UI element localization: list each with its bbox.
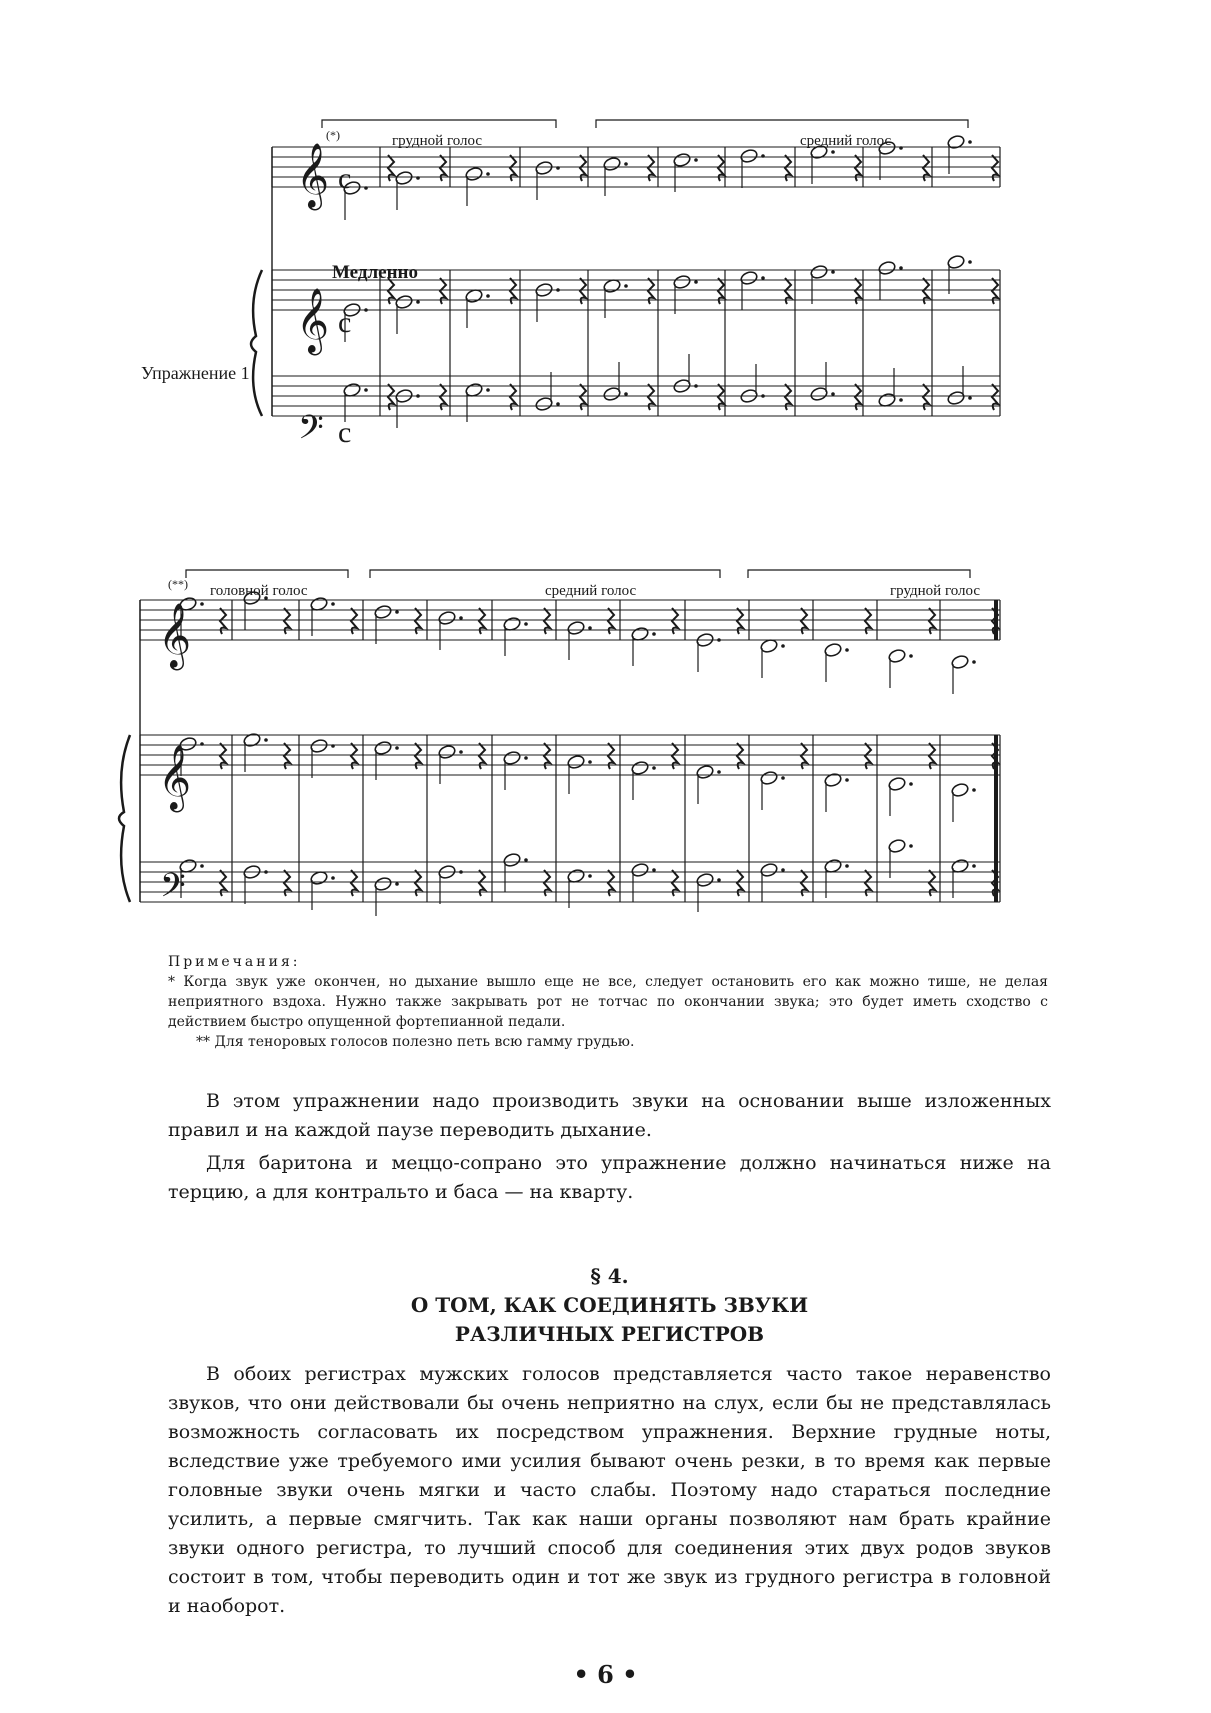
footnotes (168, 952, 1048, 1052)
dot (968, 396, 972, 400)
dot (524, 756, 528, 760)
bracket-label-middle-voice: средний голос (800, 133, 892, 149)
exercise-label: Упражнение 1 (141, 363, 250, 383)
dot (652, 632, 656, 636)
footnote-1: * Когда звук уже окончен, но дыхание вышло еще не все, следует остановить его как можно тише, не делая неприятного вздоха. Нужно также закрывать рот не тотчас по окончании звука; это будет иметь сходство с действием быстро опущенной фортепианной педали. (168, 974, 1048, 1030)
dot (652, 868, 656, 872)
dot (395, 746, 399, 750)
dot (781, 644, 785, 648)
dot (831, 270, 835, 274)
treble-clef-icon: 𝄞 (158, 745, 192, 810)
dot (972, 788, 976, 792)
dot (264, 870, 268, 874)
dot (781, 776, 785, 780)
voice-bracket (748, 570, 970, 578)
dot (761, 276, 765, 280)
dot (909, 782, 913, 786)
dot (761, 394, 765, 398)
dot (416, 394, 420, 398)
dot (395, 882, 399, 886)
section-heading (168, 1262, 1051, 1349)
page-number: • 6 • (573, 1660, 638, 1689)
dot (459, 750, 463, 754)
voice-bracket (596, 120, 968, 128)
dot (845, 778, 849, 782)
bracket-label-chest-voice: грудной голос (392, 133, 483, 149)
dot (331, 876, 335, 880)
dot (968, 140, 972, 144)
dot (909, 844, 913, 848)
dot (899, 146, 903, 150)
dot (331, 744, 335, 748)
section-body (168, 1360, 1051, 1621)
treble-clef-icon: 𝄞 (158, 603, 192, 668)
dot (416, 300, 420, 304)
dot (331, 602, 335, 606)
dot (694, 384, 698, 388)
dot (831, 150, 835, 154)
dot (364, 308, 368, 312)
dot (200, 864, 204, 868)
dot (624, 284, 628, 288)
bass-clef-icon: 𝄢 (160, 867, 186, 913)
dot (364, 388, 368, 392)
dot (556, 288, 560, 292)
paragraph: В обоих регистрах мужских голосов представляется часто такое неравенство звуков, что они действовали бы очень неприятно на слух, если бы не представлялась возможность согласовать их посредством упражнения. Верхние грудные ноты, вследствие уже требуемого ими усилия бывают очень резки, в то время как первые головные звуки очень мягки и часто слабы. Поэтому надо стараться последние усилить, а первые смягчить. Так как наши органы позволяют нам брать крайние звуки одного регистра, то лучший способ для соединения этих двух родов звуков состоит в том, чтобы переводить один и тот же звук из грудного регистра в головной и наоборот. (168, 1363, 1051, 1617)
paragraph: В этом упражнении надо производить звуки на основании выше изложенных правил и на каждой паузе переводить дыхание. (168, 1090, 1051, 1141)
section-number: § 4. (590, 1264, 629, 1288)
dot (624, 162, 628, 166)
footnote-2: ** Для теноровых голосов полезно петь всю гамму грудью. (196, 1034, 635, 1050)
dot (486, 294, 490, 298)
dot (694, 280, 698, 284)
dot (717, 638, 721, 642)
footnotes-title: Примечания: (168, 954, 301, 970)
time-signature: c (338, 162, 352, 195)
time-signature: c (338, 416, 352, 449)
treble-clef-icon: 𝄞 (296, 143, 330, 208)
bracket-label-chest-voice-2: грудной голос (890, 583, 981, 599)
dot (845, 864, 849, 868)
dot (200, 742, 204, 746)
dot (459, 870, 463, 874)
dot (968, 260, 972, 264)
dot (717, 878, 721, 882)
dot (972, 660, 976, 664)
dot (486, 172, 490, 176)
dot (486, 388, 490, 392)
paragraph: Для баритона и меццо-сопрано это упражнение должно начинаться ниже на терцию, а для контральто и баса — на кварту. (168, 1152, 1051, 1203)
treble-clef-icon: 𝄞 (296, 288, 330, 353)
dot (524, 622, 528, 626)
dot (395, 610, 399, 614)
section-title-line-2: РАЗЛИЧНЫХ РЕГИСТРОВ (454, 1322, 765, 1346)
voice-bracket (186, 570, 348, 578)
section-title-line-1: О ТОМ, КАК СОЕДИНЯТЬ ЗВУКИ (410, 1293, 809, 1317)
voice-bracket (370, 570, 720, 578)
piano-brace (119, 735, 130, 902)
dot (200, 602, 204, 606)
voice-bracket (322, 120, 556, 128)
dot (588, 760, 592, 764)
dot (416, 176, 420, 180)
dot (588, 626, 592, 630)
dot (588, 874, 592, 878)
dot (652, 766, 656, 770)
dot (831, 392, 835, 396)
dot (459, 616, 463, 620)
dot (694, 158, 698, 162)
dot (972, 864, 976, 868)
dot (524, 858, 528, 862)
dot (909, 654, 913, 658)
exercise-explanation (168, 1087, 1051, 1207)
dot (781, 868, 785, 872)
dot (899, 266, 903, 270)
piano-brace (251, 270, 262, 416)
dot (556, 166, 560, 170)
dot (845, 648, 849, 652)
dot (624, 392, 628, 396)
dot (556, 402, 560, 406)
bass-clef-icon: 𝄢 (298, 409, 324, 455)
footnote-marker-2: (**) (168, 577, 188, 591)
dot (899, 398, 903, 402)
dot (761, 154, 765, 158)
time-signature: c (338, 306, 352, 339)
bracket-label-head-voice: головной голос (210, 583, 308, 599)
tempo-marking: Медленно (332, 262, 418, 283)
dot (717, 770, 721, 774)
bracket-label-middle-voice-2: средний голос (545, 583, 637, 599)
dot (264, 738, 268, 742)
dot (364, 186, 368, 190)
footnote-marker-1: (*) (326, 128, 340, 142)
